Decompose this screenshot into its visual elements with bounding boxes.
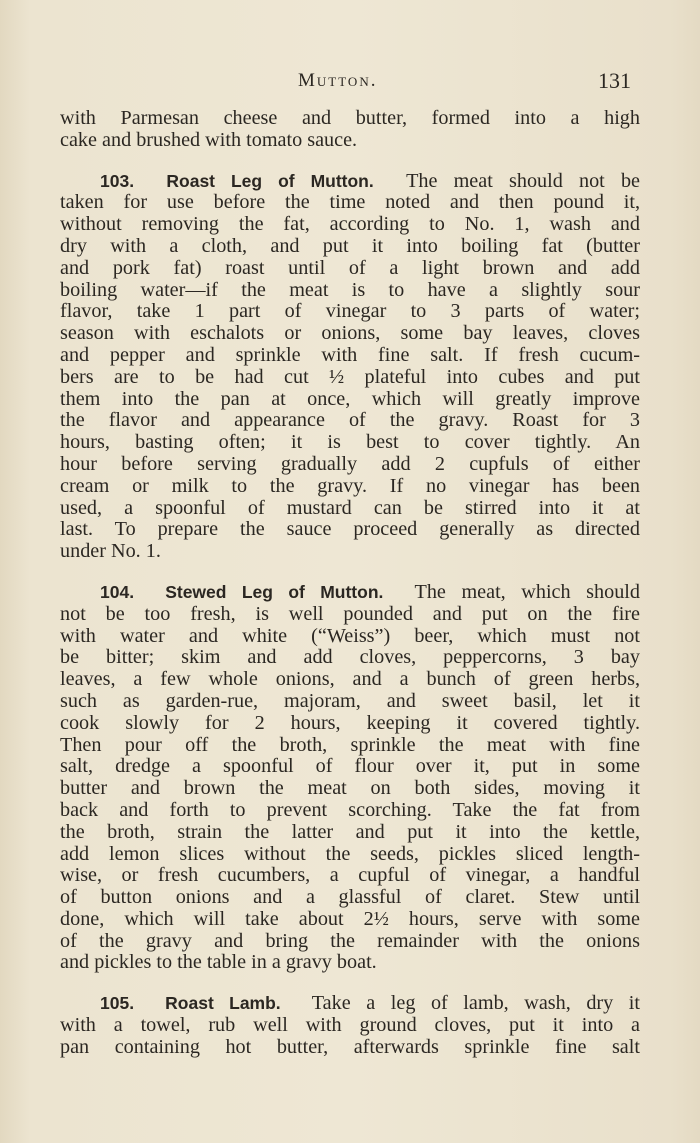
text-line: such as garden-rue, majoram, and sweet basil, let it xyxy=(60,689,640,712)
text-run: The meat, which should xyxy=(414,580,641,603)
text-line: boiling water—if the meat is to have a slightly sour xyxy=(60,278,640,301)
recipe-number: 103. xyxy=(100,170,135,191)
text-line: under No. 1. xyxy=(60,540,161,563)
recipe-number: 104. xyxy=(100,581,135,602)
text-line: cream or milk to the gravy. If no vinegar has been xyxy=(60,474,640,497)
text-line: hour before serving gradually add 2 cupfuls of either xyxy=(60,452,640,475)
text-line: of button onions and a glassful of claret. Stew until xyxy=(60,886,640,909)
text-run: The meat should not be xyxy=(406,169,641,192)
recipe-104 xyxy=(60,582,640,974)
recipe-title: Roast Lamb. xyxy=(165,993,281,1014)
text-line-first xyxy=(60,582,640,604)
text-line-first xyxy=(60,993,640,1015)
text-line: used, a spoonful of mustard can be stirred into it at xyxy=(60,496,640,519)
text-line: season with eschalots or onions, some bay leaves, cloves xyxy=(60,322,640,345)
text-line: add lemon slices without the seeds, pickles sliced length- xyxy=(60,842,640,865)
text-line: them into the pan at once, which will greatly improve xyxy=(60,387,640,410)
text-line: taken for use before the time noted and then pound it, xyxy=(60,191,640,214)
text-line: without removing the fat, according to No. 1, wash and xyxy=(60,213,640,236)
paragraph-continuation xyxy=(60,108,640,152)
text-line: be bitter; skim and add cloves, peppercorns, 3 bay xyxy=(60,646,640,669)
recipe-105 xyxy=(60,993,640,1058)
text-line: hours, basting often; it is best to cover tightly. An xyxy=(60,431,640,454)
running-head: Mutton. xyxy=(298,70,378,91)
text-line: Then pour off the broth, sprinkle the meat with fine xyxy=(60,733,640,756)
page-number: 131 xyxy=(598,68,631,93)
text-line: of the gravy and bring the remainder with the onions xyxy=(60,929,640,952)
text-line: salt, dredge a spoonful of flour over it, put in some xyxy=(60,755,640,778)
text-line: wise, or fresh cucumbers, a cupful of vinegar, a handful xyxy=(60,864,640,887)
text-line: with water and white (“Weiss”) beer, which must not xyxy=(60,624,640,647)
page-header xyxy=(0,66,700,96)
text-line: with a towel, rub well with ground cloves, put it into a xyxy=(60,1014,640,1037)
text-line: back and forth to prevent scorching. Take the fat from xyxy=(60,798,640,821)
text-line: the broth, strain the latter and put it into the kettle, xyxy=(60,820,640,843)
text-line: cake and brushed with tomato sauce. xyxy=(60,128,358,151)
text-line: last. To prepare the sauce proceed generally as directed xyxy=(60,518,640,541)
text-line: and pepper and sprinkle with fine salt. If fresh cucum- xyxy=(60,343,640,366)
recipe-103 xyxy=(60,171,640,563)
text-line: done, which will take about 2½ hours, serve with some xyxy=(60,907,640,930)
text-line: bers are to be had cut ½ plateful into cubes and put xyxy=(60,365,640,388)
recipe-title: Roast Leg of Mutton. xyxy=(166,170,374,191)
body-text xyxy=(60,108,640,1059)
text-line: with Parmesan cheese and butter, formed into a high xyxy=(60,107,640,129)
text-line: leaves, a few whole onions, and a bunch of green herbs, xyxy=(60,668,640,691)
text-line: the flavor and appearance of the gravy. Roast for 3 xyxy=(60,409,640,432)
text-line-first xyxy=(60,171,640,193)
text-line: and pork fat) roast until of a light brown and add xyxy=(60,256,640,279)
text-line: not be too fresh, is well pounded and put on the fire xyxy=(60,602,640,625)
text-run: Take a leg of lamb, wash, dry it xyxy=(311,992,641,1015)
text-line: butter and brown the meat on both sides, moving it xyxy=(60,777,640,800)
text-line: dry with a cloth, and put it into boiling fat (butter xyxy=(60,234,640,257)
recipe-number: 105. xyxy=(100,993,135,1014)
text-line: flavor, take 1 part of vinegar to 3 parts of water; xyxy=(60,300,640,323)
text-line: pan containing hot butter, afterwards sprinkle fine salt xyxy=(60,1035,640,1058)
recipe-title: Stewed Leg of Mutton. xyxy=(165,581,384,602)
text-line: cook slowly for 2 hours, keeping it covered tightly. xyxy=(60,711,640,734)
text-line: and pickles to the table in a gravy boat. xyxy=(60,951,377,974)
